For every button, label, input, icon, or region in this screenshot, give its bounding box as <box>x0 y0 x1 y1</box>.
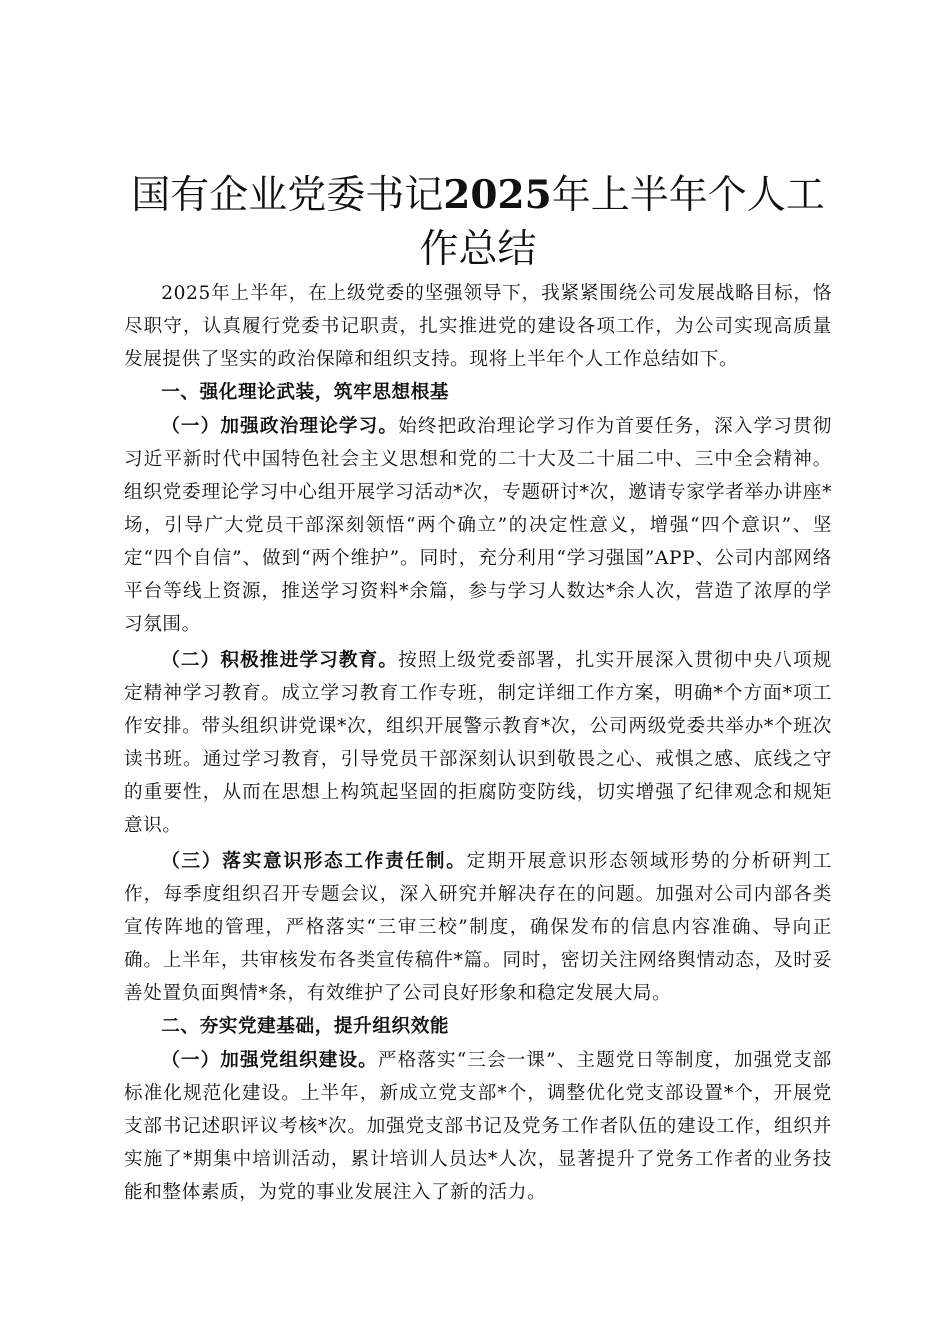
section-1-item-2 <box>124 644 832 842</box>
item-lead: （一）加强政治理论学习。 <box>161 416 399 437</box>
section-2-heading: 二、夯实党建基础，提升组织效能 <box>161 1016 450 1037</box>
item-lead: （二）积极推进学习教育。 <box>161 650 399 671</box>
intro-paragraph: 2025年上半年，在上级党委的坚强领导下，我紧紧围绕公司发展战略目标，恪尽职守，认真履行党委书记职责，扎实推进党的建设各项工作，为公司实现高质量发展提供了坚实的政治保障和组织支持。现将上半年个人工作总结如下。 <box>124 283 832 370</box>
title-part1: 国有企业党委书记 <box>131 173 444 218</box>
document-title <box>124 168 832 277</box>
item-lead: （三）落实意识形态工作责任制。 <box>161 851 467 872</box>
title-part2: 年上半年个人工作总结 <box>419 173 825 272</box>
item-text: 严格落实“三会一课”、主题党日等制度，加强党支部标准化规范化建设。上半年，新成立党支部*个，调整优化党支部设置*个，开展党支部书记述职评议考核*次。加强党支部书记及党务工作者队伍的建设工作，组织并实施了*期集中培训活动，累计培训人员达*人次，显著提升了党务工作者的业务技能和整体素质，为党的事业发展注入了新的活力。 <box>124 1050 832 1203</box>
section-1-item-1 <box>124 410 832 641</box>
item-text: 定期开展意识形态领域形势的分析研判工作，每季度组织召开专题会议，深入研究并解决存在的问题。加强对公司内部各类宣传阵地的管理，严格落实“三审三校”制度，确保发布的信息内容准确、导向正确。上半年，共审核发布各类宣传稿件*篇。同时，密切关注网络舆情动态，及时妥善处置负面舆情*条，有效维护了公司良好形象和稳定发展大局。 <box>124 851 832 1004</box>
document-page <box>124 168 832 1209</box>
title-year: 2025 <box>443 172 552 218</box>
item-text: 按照上级党委部署，扎实开展深入贯彻中央八项规定精神学习教育。成立学习教育工作专班，制定详细工作方案，明确*个方面*项工作安排。带头组织讲党课*次，组织开展警示教育*次，公司两级党委共举办*个班次读书班。通过学习教育，引导党员干部深刻认识到敬畏之心、戒惧之感、底线之守的重要性，从而在思想上构筑起坚固的拒腐防变防线，切实增强了纪律观念和规矩意识。 <box>124 650 832 836</box>
item-text: 始终把政治理论学习作为首要任务，深入学习贯彻习近平新时代中国特色社会主义思想和党的二十大及二十届二中、三中全会精神。组织党委理论学习中心组开展学习活动*次，专题研讨*次，邀请专家学者举办讲座*场，引导广大党员干部深刻领悟“两个确立”的决定性意义，增强“四个意识”、坚定“四个自信”、做到“两个维护”。同时，充分利用“学习强国”APP、公司内部网络平台等线上资源，推送学习资料*余篇，参与学习人数达*余人次，营造了浓厚的学习氛围。 <box>124 416 832 635</box>
section-1-heading: 一、强化理论武装，筑牢思想根基 <box>161 382 450 403</box>
section-1-item-3 <box>124 845 832 1010</box>
item-lead: （一）加强党组织建设。 <box>161 1050 378 1071</box>
section-2-item-1 <box>124 1044 832 1209</box>
